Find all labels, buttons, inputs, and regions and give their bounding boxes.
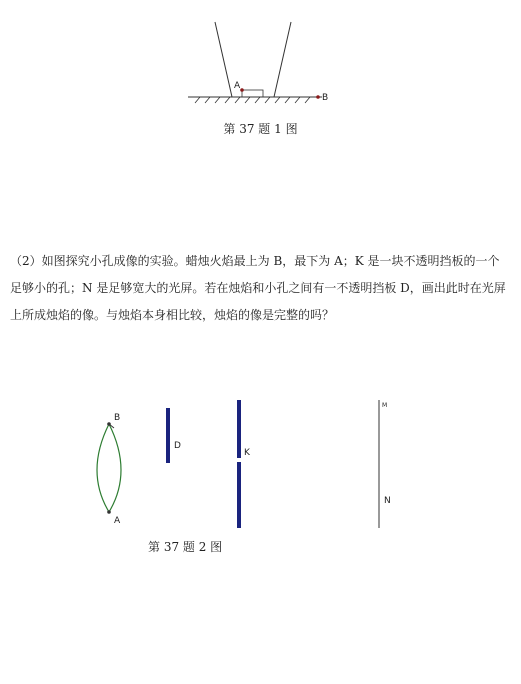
label-a: A: [234, 81, 241, 91]
barrier-d: [166, 408, 170, 463]
figure-1-caption: 第 37 题 1 图: [223, 122, 298, 136]
point-b: [316, 95, 320, 99]
label-b: B: [114, 413, 121, 423]
figure-2-caption: 第 37 题 2 图: [148, 540, 223, 554]
label-k: K: [244, 448, 250, 458]
point-b: [107, 422, 111, 426]
label-b: B: [322, 93, 329, 103]
board-k-upper: [237, 400, 241, 458]
flame-left-edge: [97, 424, 109, 512]
label-n: N: [384, 496, 391, 506]
right-slant-line: [274, 22, 291, 97]
question-text: （2）如图探究小孔成像的实验。蜡烛火焰最上为 B，最下为 A；K 是一块不透明挡板的一个足够小的孔；N 是足够宽大的光屏。若在烛焰和小孔之间有一不透明挡板 D，画出此时在光屏上所成烛焰的像。与烛焰本身相比较，烛焰的像是完整的吗？: [10, 254, 506, 322]
left-slant-line: [215, 22, 232, 97]
label-m: M: [382, 402, 388, 409]
label-d: D: [174, 441, 181, 451]
hatch-marks: [195, 97, 310, 103]
board-k-lower: [237, 462, 241, 528]
label-a: A: [114, 516, 121, 526]
figure-2-diagram: [0, 380, 521, 535]
flame-right-edge: [109, 424, 121, 512]
point-a: [107, 510, 111, 514]
point-a: [240, 88, 244, 92]
small-block: [242, 90, 263, 97]
figure-1-diagram: [0, 0, 521, 115]
